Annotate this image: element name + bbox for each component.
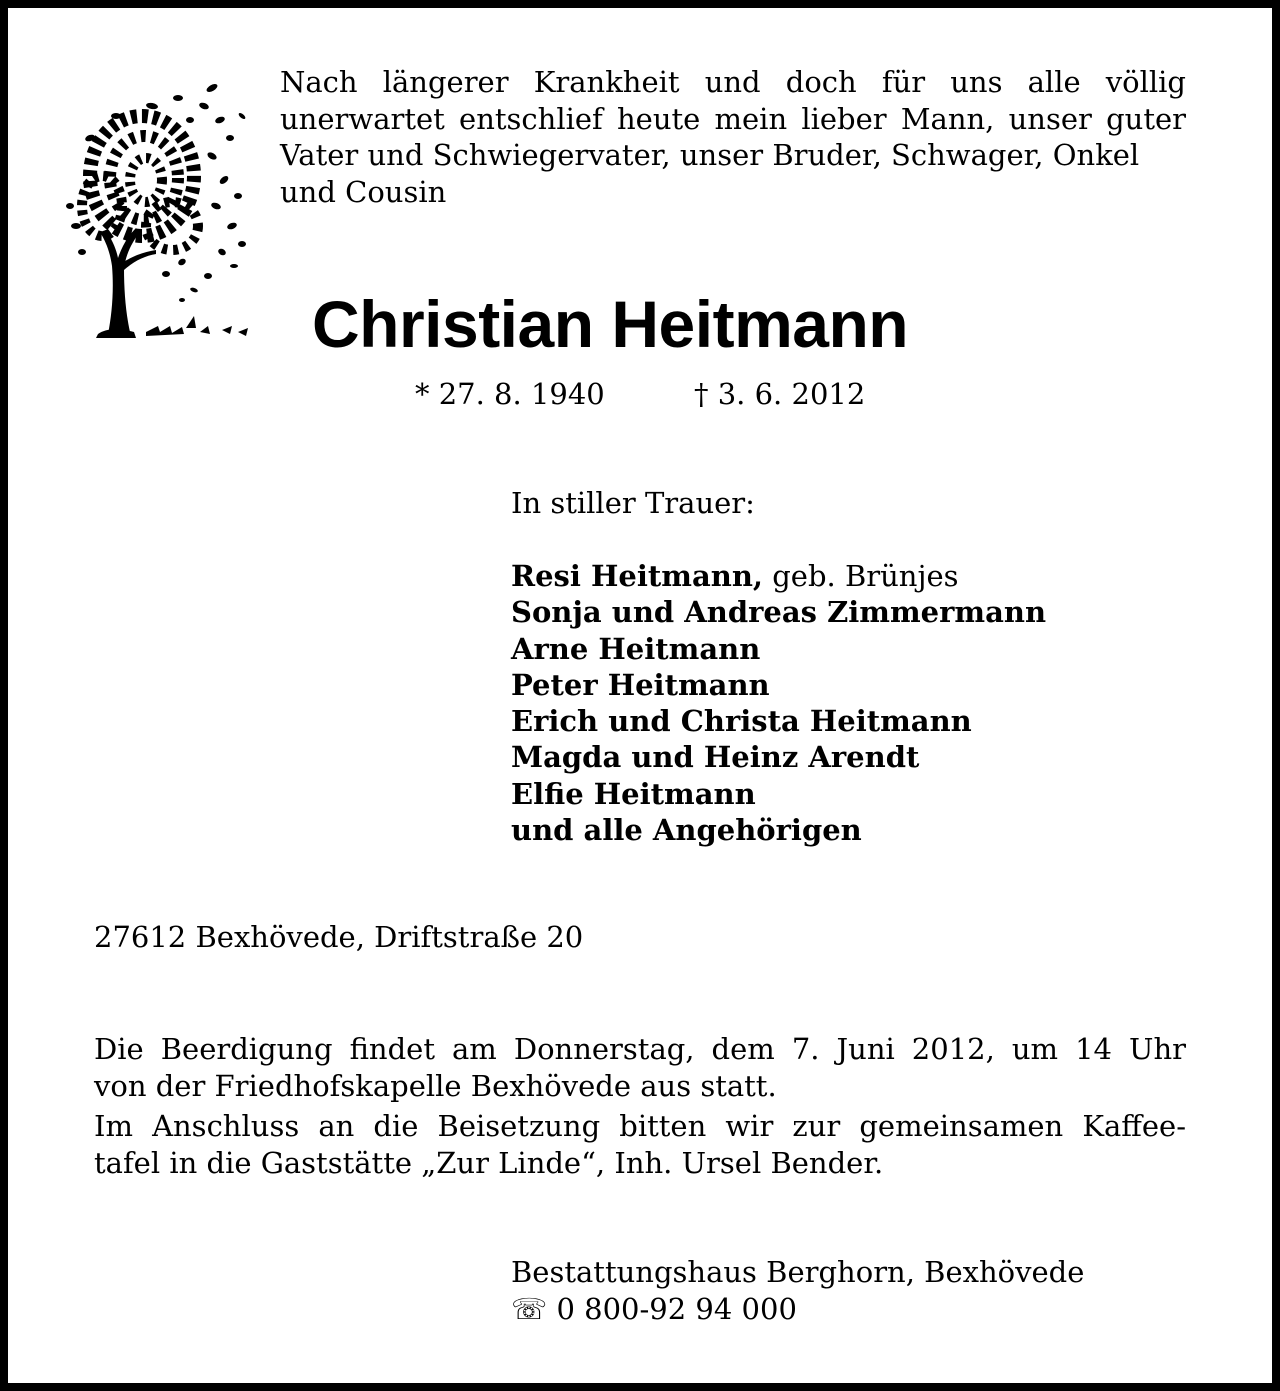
mourner-list [511,558,1046,848]
reception-paragraph [94,1108,1186,1181]
mourner-item: Arne Heitmann [511,631,761,666]
reception-line: Im Anschluss an die Beisetzung bitten wir zur gemeinsamen Kaffee- [94,1109,1186,1143]
funeral-line: von der Friedhofskapelle Bexhövede aus statt. [94,1068,777,1103]
funeral-info [94,1031,1186,1181]
mourner-item: und alle Angehörigen [511,813,862,848]
mourner-name: Resi Heitmann, [511,559,763,593]
phone-row [511,1291,1084,1328]
deceased-name: Christian Heitmann [312,287,909,361]
phone-icon: ☏ [511,1292,548,1326]
family-address: 27612 Bexhövede, Driftstraße 20 [94,920,584,954]
intro-text [280,64,1186,210]
mourner-item: Peter Heitmann [511,667,770,702]
mourner-item: Magda und Heinz Arendt [511,740,920,775]
intro-line: und Cousin [280,174,447,209]
mourning-intro: In stiller Trauer: [511,486,755,520]
birth-date: * 27. 8. 1940 [415,377,605,411]
mourner-item [511,558,1046,594]
undertaker-block [511,1254,1084,1328]
funeral-paragraph [94,1031,1186,1104]
tree-icon [62,76,252,338]
death-date: † 3. 6. 2012 [694,377,866,411]
intro-line: Vater und Schwiegervater, unser Bruder, Schwager, Onkel [280,138,1140,172]
phone-number: 0 800-92 94 000 [556,1292,797,1326]
undertaker-name: Bestattungshaus Berghorn, Bexhövede [511,1255,1085,1289]
mourner-item: Sonja und Andreas Zimmermann [511,595,1047,630]
funeral-line: Die Beerdigung findet am Donnerstag, dem 7. Juni 2012, um 14 Uhr [94,1032,1186,1066]
reception-line: tafel in die Gaststätte „Zur Linde“, Inh. Ursel Bender. [94,1145,884,1180]
intro-line: unerwartet entschlief heute mein lieber Mann, unser guter [280,101,1186,136]
mourner-note: geb. Brünjes [763,559,959,593]
mourner-item: Erich und Christa Heitmann [511,704,972,739]
intro-line: Nach längerer Krankheit und doch für uns alle völlig [280,65,1186,99]
mourner-item: Elfie Heitmann [511,776,756,811]
